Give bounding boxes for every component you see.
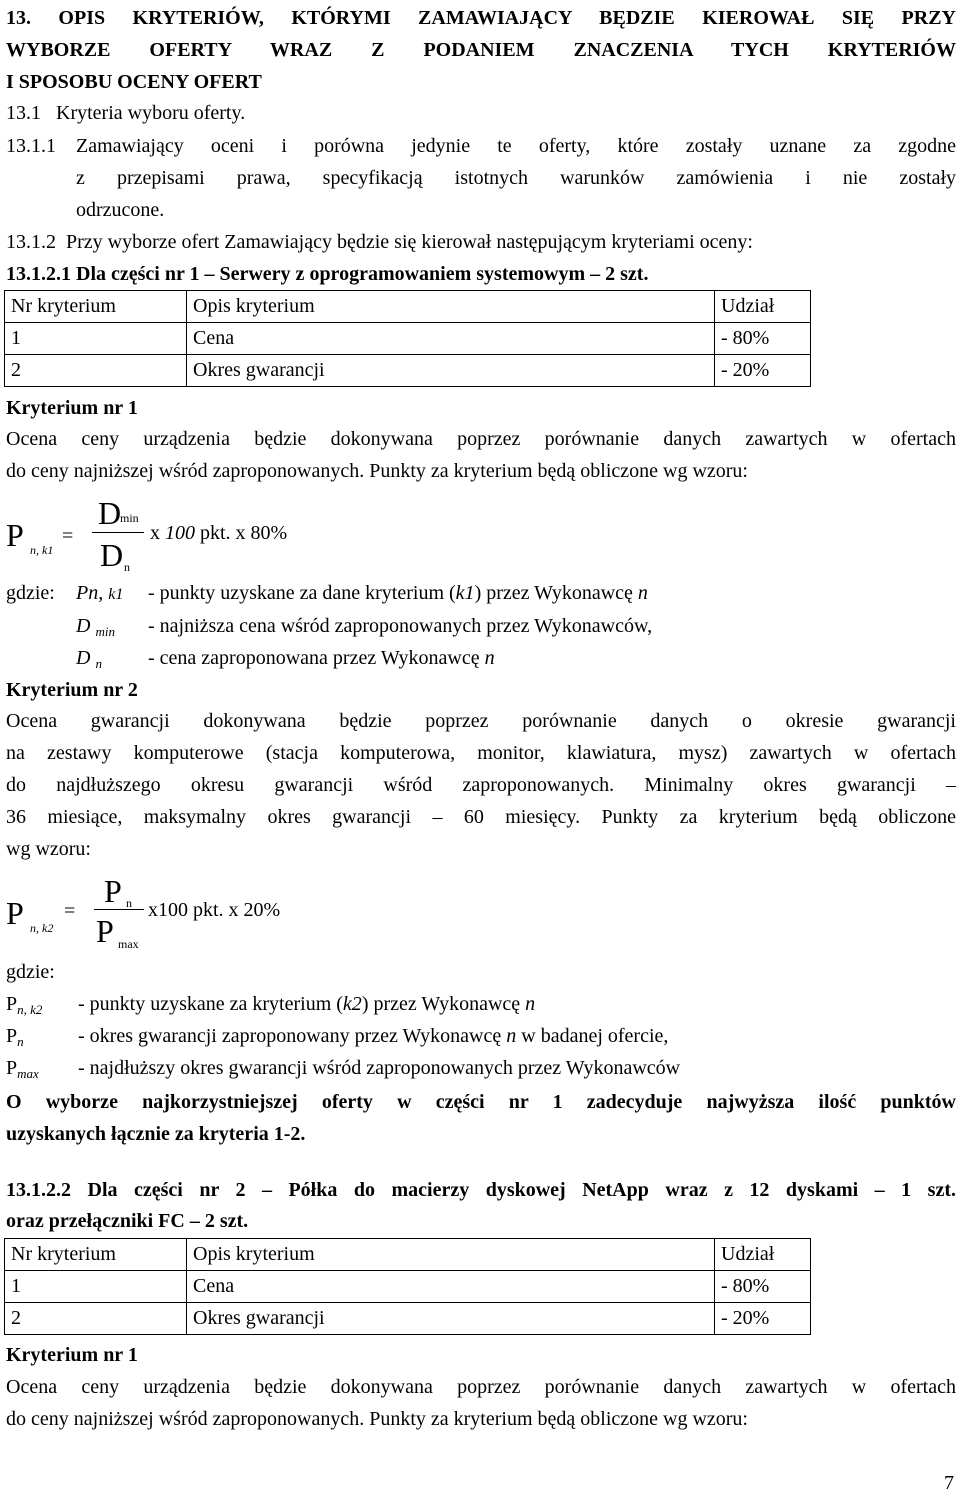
summary-line-2: uzyskanych łącznie za kryteria 1-2. — [6, 1123, 306, 1145]
formula-denominator: P — [96, 913, 114, 949]
desc-italic: n — [506, 1025, 517, 1047]
criterion-1-text-line-2: do ceny najniższej wśród zaproponowanych. Punkty za kryterium będą obliczone wg wzoru: — [6, 460, 748, 482]
desc-italic: n — [484, 647, 495, 669]
table-header-cell: Udział — [715, 1239, 811, 1271]
criterion-1b-text-line-2: do ceny najniższej wśród zaproponowanych. Punkty za kryterium będą obliczone wg wzoru: — [6, 1408, 748, 1430]
table-cell: - 20% — [715, 1303, 811, 1335]
formula-subscript: n — [126, 896, 132, 910]
table-cell: 1 — [5, 323, 187, 355]
table-header-row — [5, 1239, 811, 1271]
table-cell: - 80% — [715, 323, 811, 355]
legend-description: - najniższa cena wśród zaproponowanych przez Wykonawców, — [148, 615, 653, 637]
desc-italic: k1 — [455, 582, 475, 604]
criterion-2-text-line-3: do najdłuższego okresu gwarancji wśród zaproponowanych. Minimalny okres gwarancji – — [6, 774, 956, 796]
criterion-1-title: Kryterium nr 1 — [6, 397, 138, 419]
section-heading-line-3: I SPOSOBU OCENY OFERT — [6, 71, 262, 93]
desc-italic: n — [637, 582, 648, 604]
criterion-1-text-line-1: Ocena ceny urządzenia będzie dokonywana poprzez porównanie danych zawartych w ofertach — [6, 428, 956, 450]
criterion-2-title: Kryterium nr 2 — [6, 679, 138, 701]
subsection-13-1-2-2-line-1: 13.1.2.2 Dla części nr 2 – Półka do macierzy dyskowej NetApp wraz z 12 dyskami – 1 szt. — [6, 1179, 956, 1201]
criterion-1b-text-line-1: Ocena ceny urządzenia będzie dokonywana poprzez porównanie danych zawartych w ofertach — [6, 1376, 956, 1398]
table-header-cell: Opis kryterium — [187, 1239, 715, 1271]
formula-symbol: P — [6, 517, 24, 553]
symbol-subscript: n — [95, 656, 102, 671]
page-number: 7 — [944, 1472, 954, 1494]
symbol-subscript: max — [17, 1066, 39, 1081]
symbol-subscript: k1 — [108, 586, 124, 603]
table-cell: Okres gwarancji — [187, 1303, 715, 1335]
legend-symbol — [6, 1055, 39, 1081]
table-cell: 2 — [5, 1303, 187, 1335]
table-header-cell: Nr kryterium — [5, 1239, 187, 1271]
formula-text: x — [150, 522, 165, 544]
summary-line-1: O wyborze najkorzystniejszej oferty w części nr 1 zadecyduje najwyższa ilość punktów — [6, 1091, 956, 1113]
criterion-2-text-line-5: wg wzoru: — [6, 838, 91, 860]
symbol-subscript: n, k2 — [17, 1002, 43, 1017]
legend-symbol — [76, 613, 115, 639]
table-cell: 2 — [5, 355, 187, 387]
fraction-bar — [92, 532, 144, 533]
subsection-13-1-1-line-1: Zamawiający oceni i porówna jedynie te oferty, które zostały uznane za zgodne — [76, 135, 956, 157]
subsection-13-1-2: 13.1.2 Przy wyborze ofert Zamawiający będzie się kierował następującym kryteriami oceny: — [6, 231, 753, 253]
formula-numerator: P — [104, 873, 122, 909]
subsection-13-1-1-line-2: z przepisami prawa, specyfikacją istotnych warunków zamówienia i nie zostały — [76, 167, 956, 189]
criteria-table-1 — [4, 290, 811, 387]
table-cell: - 20% — [715, 355, 811, 387]
subsection-13-1-1-line-3: odrzucone. — [76, 199, 165, 221]
criterion-2-text-line-2: na zestawy komputerowe (stacja komputerowa, monitor, klawiatura, mysz) zawartych w ofertach — [6, 742, 956, 764]
legend-description — [148, 645, 495, 671]
legend-symbol — [76, 580, 123, 608]
desc-italic: k2 — [342, 993, 362, 1015]
desc-text: - okres gwarancji zaproponowany przez Wykonawcę — [78, 1025, 507, 1047]
legend-description — [78, 1023, 668, 1049]
criterion-2-text-line-1: Ocena gwarancji dokonywana będzie poprzez porównanie danych o okresie gwarancji — [6, 710, 956, 732]
formula-denominator: D — [100, 537, 124, 573]
table-cell: - 80% — [715, 1271, 811, 1303]
table-row — [5, 1271, 811, 1303]
fraction-bar — [94, 909, 144, 910]
desc-text: - punkty uzyskane za dane kryterium ( — [148, 582, 456, 604]
symbol-text: D — [76, 615, 91, 637]
formula-subscript: max — [118, 937, 139, 951]
subsection-13-1-2-1: 13.1.2.1 Dla części nr 1 – Serwery z oprogramowaniem systemowym – 2 szt. — [6, 263, 649, 285]
symbol-text: P — [6, 1057, 18, 1079]
subsection-13-1-2-2-line-2: oraz przełączniki FC – 2 szt. — [6, 1210, 249, 1232]
desc-text: - cena zaproponowana przez Wykonawcę — [148, 647, 485, 669]
subsection-13-1: 13.1 Kryteria wyboru oferty. — [6, 102, 246, 124]
formula-subscript: n — [124, 560, 130, 574]
criteria-table-2 — [4, 1238, 811, 1335]
table-header-cell: Nr kryterium — [5, 291, 187, 323]
symbol-text: P — [6, 1025, 18, 1047]
criterion-2-text-line-4: 36 miesiące, maksymalny okres gwarancji – 60 miesięcy. Punkty za kryterium będą obliczone — [6, 806, 956, 828]
formula-equals: = — [62, 525, 74, 547]
table-header-row — [5, 291, 811, 323]
desc-italic: n — [525, 993, 536, 1015]
desc-text: - punkty uzyskane za kryterium ( — [78, 993, 343, 1015]
where-label: gdzie: — [6, 961, 55, 983]
table-row — [5, 355, 811, 387]
table-cell: Cena — [187, 1271, 715, 1303]
table-cell: 1 — [5, 1271, 187, 1303]
formula-equals: = — [64, 900, 76, 922]
legend-description — [78, 991, 535, 1017]
criterion-1b-title: Kryterium nr 1 — [6, 1344, 138, 1366]
table-row — [5, 323, 811, 355]
symbol-text: Pn, — [76, 582, 104, 604]
symbol-subscript: n — [17, 1034, 24, 1049]
legend-symbol — [6, 1023, 24, 1049]
subsection-13-1-1-number: 13.1.1 — [6, 135, 56, 157]
table-cell: Okres gwarancji — [187, 355, 715, 387]
desc-text: w badanej ofercie, — [516, 1025, 669, 1047]
formula-multiplier — [150, 520, 287, 546]
formula-numerator: D — [98, 495, 122, 531]
table-cell: Cena — [187, 323, 715, 355]
desc-text: ) przez Wykonawcę — [361, 993, 526, 1015]
legend-description — [148, 580, 648, 606]
symbol-subscript: min — [95, 624, 115, 639]
section-heading-line-1: 13. OPIS KRYTERIÓW, KTÓRYMI ZAMAWIAJĄCY BĘDZIE KIEROWAŁ SIĘ PRZY — [6, 7, 956, 29]
formula-subscript: min — [120, 511, 139, 525]
formula-subscript: n, k1 — [30, 543, 54, 557]
table-header-cell: Opis kryterium — [187, 291, 715, 323]
formula-multiplier: x100 pkt. x 20% — [148, 899, 281, 921]
section-heading-line-2: WYBORZE OFERTY WRAZ Z PODANIEM ZNACZENIA TYCH KRYTERIÓW — [6, 39, 956, 61]
symbol-text: P — [6, 993, 18, 1015]
table-row — [5, 1303, 811, 1335]
formula-text: pkt. x 80% — [195, 522, 288, 544]
legend-symbol — [76, 645, 102, 671]
formula-symbol: P — [6, 895, 24, 931]
legend-symbol — [6, 991, 42, 1017]
formula-points: 100 — [165, 522, 195, 544]
table-header-cell: Udział — [715, 291, 811, 323]
where-label: gdzie: — [6, 582, 55, 604]
legend-description: - najdłuższy okres gwarancji wśród zaproponowanych przez Wykonawców — [78, 1057, 681, 1079]
formula-subscript: n, k2 — [30, 921, 54, 935]
desc-text: ) przez Wykonawcę — [474, 582, 638, 604]
symbol-text: D — [76, 647, 91, 669]
